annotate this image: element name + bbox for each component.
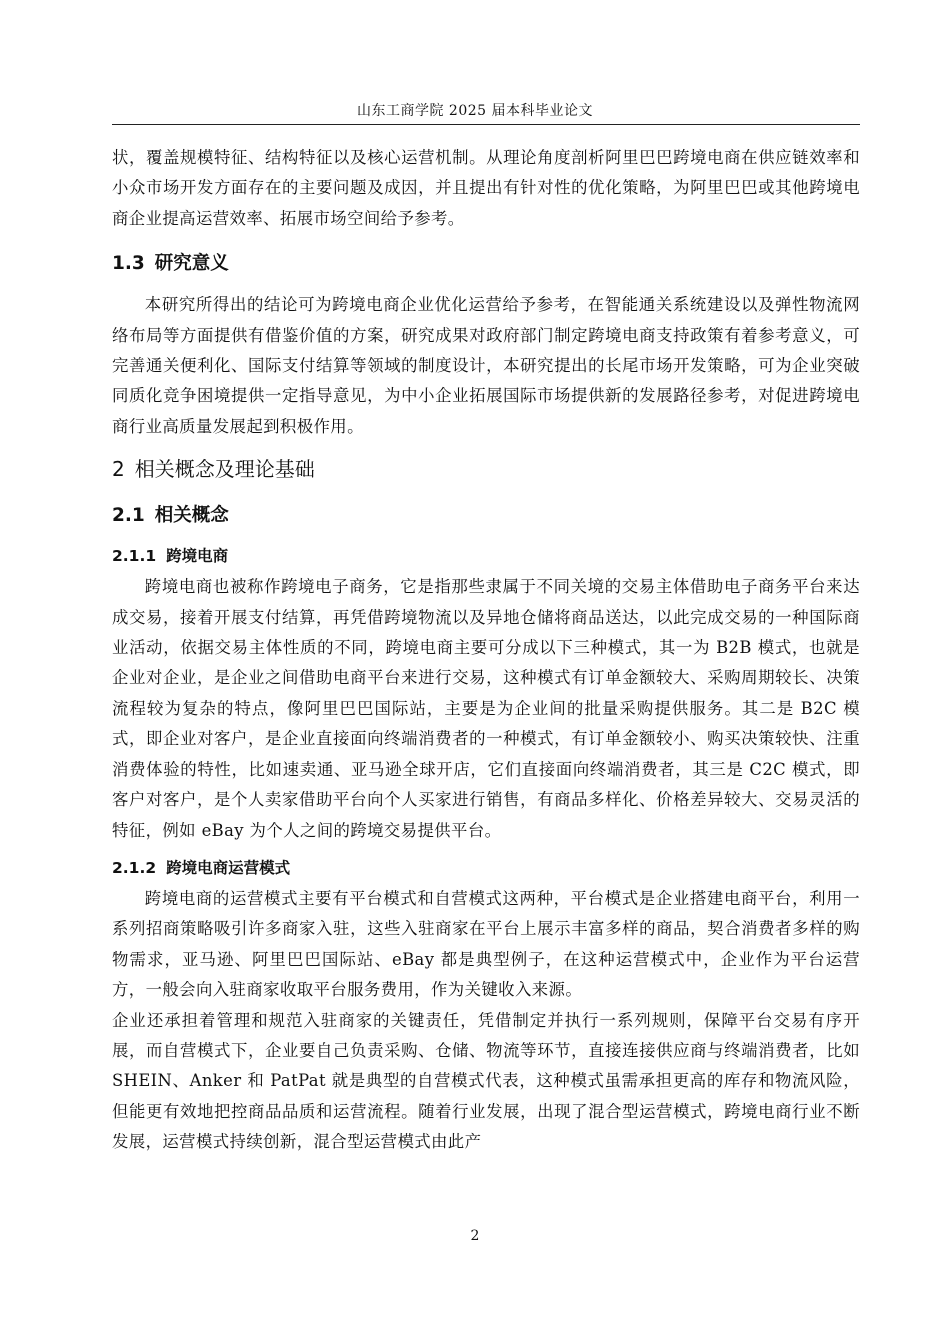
paragraph-research-significance: 本研究所得出的结论可为跨境电商企业优化运营给予参考，在智能通关系统建设以及弹性物流网络布局等方面提供有借鉴价值的方案，研究成果对政府部门制定跨境电商支持政策有着参考意义，可完善通关便利化、国际支付结算等领域的制度设计，本研究提出的长尾市场开发策略，可为企业突破同质化竞争困境提供一定指导意见，为中小企业拓展国际市场提供新的发展路径参考，对促进跨境电商行业高质量发展起到积极作用。 (112, 295, 860, 436)
paragraph-cross-border-ecommerce: 跨境电商也被称作跨境电子商务，它是指那些隶属于不同关境的交易主体借助电子商务平台来达成交易，接着开展支付结算，再凭借跨境物流以及异地仓储将商品送达，以此完成交易的一种国际商业活动，依据交易主体性质的不同，跨境电商主要可分成以下三种模式，其一为 B2B 模式，也就是企业对企业，是企业之间借助电商平台来进行交易，这种模式有订单金额较大、采购周期较长、决策流程较为复杂的特点，像阿里巴巴国际站，主要是为企业间的批量采购提供服务。其二是 B2C 模式，即企业对客户，是企业直接面向终端消费者的一种模式，有订单金额较小、购买决策较快、注重消费体验的特性，比如速卖通、亚马逊全球开店，它们直接面向终端消费者，其三是 C2C 模式，即客户对客户，是个人卖家借助平台向个人买家进行销售，有商品多样化、价格差异较大、交易灵活的特征，例如 eBay 为个人之间的跨境交易提供平台。 (112, 577, 860, 840)
subsection-number: 2.1.2 (112, 858, 157, 877)
page-number: 2 (470, 1228, 480, 1244)
subsection-heading-2-1-1 (112, 542, 860, 570)
paragraph-operation-models: 跨境电商的运营模式主要有平台模式和自营模式这两种，平台模式是企业搭建电商平台，利用一系列招商策略吸引许多商家入驻，这些入驻商家在平台上展示丰富多样的商品，契合消费者多样的购物需求，亚马逊、阿里巴巴国际站、eBay 都是典型例子，在这种运营模式中，企业作为平台运营方，一般会向入驻商家收取平台服务费用，作为关键收入来源。 (112, 888, 860, 1000)
header-divider (112, 124, 860, 125)
section-title: 相关概念 (154, 505, 229, 527)
running-header: 山东工商学院 2025 届本科毕业论文 (356, 103, 594, 119)
section-number: 2.1 (112, 505, 145, 527)
section-number: 1.3 (112, 253, 145, 275)
subsection-title: 跨境电商运营模式 (166, 858, 291, 877)
subsection-heading-2-1-2 (112, 854, 860, 882)
paragraph-intro-continuation: 状，覆盖规模特征、结构特征以及核心运营机制。从理论角度剖析阿里巴巴跨境电商在供应链效率和小众市场开发方面存在的主要问题及成因，并且提出有针对性的优化策略，为阿里巴巴或其他跨境电商企业提高运营效率、拓展市场空间给予参考。 (112, 148, 860, 228)
chapter-title: 相关概念及理论基础 (134, 457, 315, 482)
section-title: 研究意义 (154, 253, 229, 275)
section-heading-1-3 (112, 248, 860, 280)
section-heading-2-1 (112, 500, 860, 532)
subsection-number: 2.1.1 (112, 547, 157, 566)
subsection-title: 跨境电商 (166, 547, 229, 566)
page-body (112, 143, 860, 1158)
paragraph-operation-models-continued: 企业还承担着管理和规范入驻商家的关键责任，凭借制定并执行一系列规则，保障平台交易有序开展，而自营模式下，企业要自己负责采购、仓储、物流等环节，直接连接供应商与终端消费者，比如 SHEIN、Anker 和 PatPat 就是典型的自营模式代表，这种模式虽需承担更高的库存和物流风险，但能更有效地把控商品品质和运营流程。随着行业发展，出现了混合型运营模式，跨境电商行业不断发展，运营模式持续创新，混合型运营模式由此产 (112, 1010, 860, 1152)
chapter-number: 2 (112, 457, 125, 482)
chapter-heading-2 (112, 452, 860, 486)
